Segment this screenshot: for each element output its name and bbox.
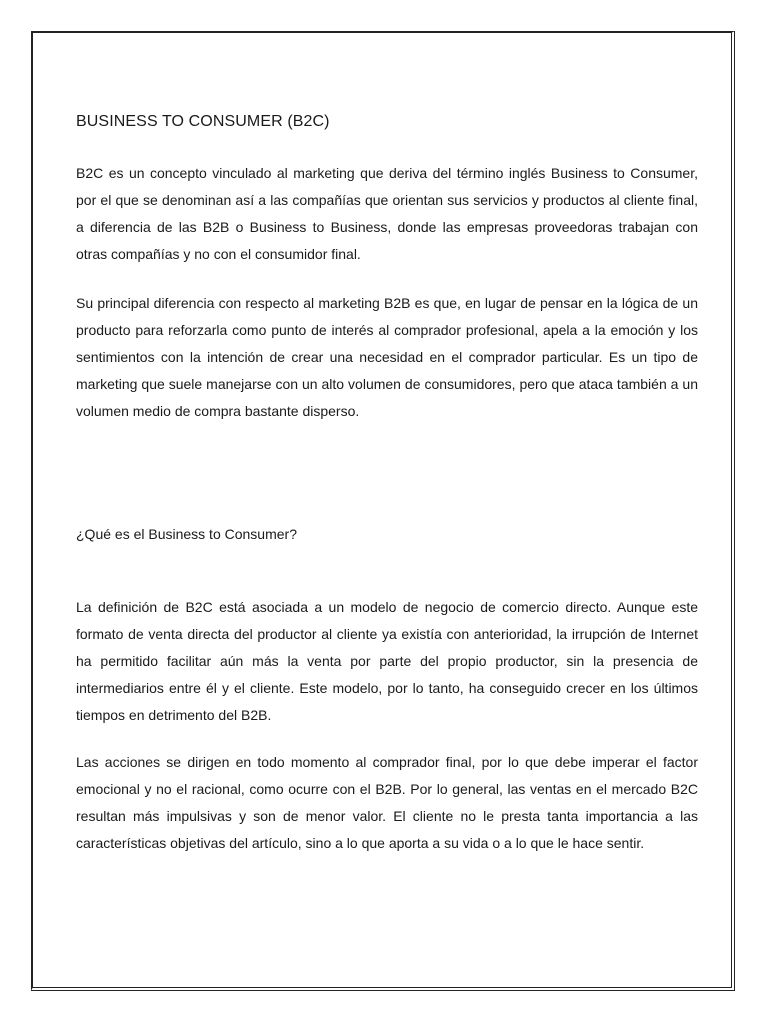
document-title: BUSINESS TO CONSUMER (B2C): [76, 113, 330, 130]
title-block: [76, 112, 330, 132]
section-heading: ¿Qué es el Business to Consumer?: [76, 526, 297, 542]
paragraph-intro: B2C es un concepto vinculado al marketing que deriva del término inglés Business to Consumer, por el que se denominan así a las compañías que orientan sus servicios y productos al cliente final, a diferencia de las B2B o Business to Business, donde las empresas proveedoras trabajan con otras compañías y no con el consumidor final.: [76, 165, 698, 262]
paragraph-actions: Las acciones se dirigen en todo momento al comprador final, por lo que debe imperar el factor emocional y no el racional, como ocurre con el B2B. Por lo general, las ventas en el mercado B2C resultan más impulsivas y son de menor valor. El cliente no le presta tanta importancia a las características objetivas del artículo, sino a lo que aporta a su vida o a lo que le hace sentir.: [76, 754, 698, 851]
paragraph-definition: La definición de B2C está asociada a un modelo de negocio de comercio directo. Aunque este formato de venta directa del productor al cliente ya existía con anterioridad, la irrupción de Internet ha permitido facilitar aún más la venta por parte del propio productor, sin la presencia de intermediarios entre él y el cliente. Este modelo, por lo tanto, ha conseguido crecer en los últimos tiempos en detrimento del B2B.: [76, 599, 698, 723]
paragraph-difference: Su principal diferencia con respecto al marketing B2B es que, en lugar de pensar en la lógica de un producto para reforzarla como punto de interés al comprador profesional, apela a la emoción y los sentimientos con la intención de crear una necesidad en el comprador particular. Es un tipo de marketing que suele manejarse con un alto volumen de consumidores, pero que ataca también a un volumen medio de compra bastante disperso.: [76, 295, 698, 419]
